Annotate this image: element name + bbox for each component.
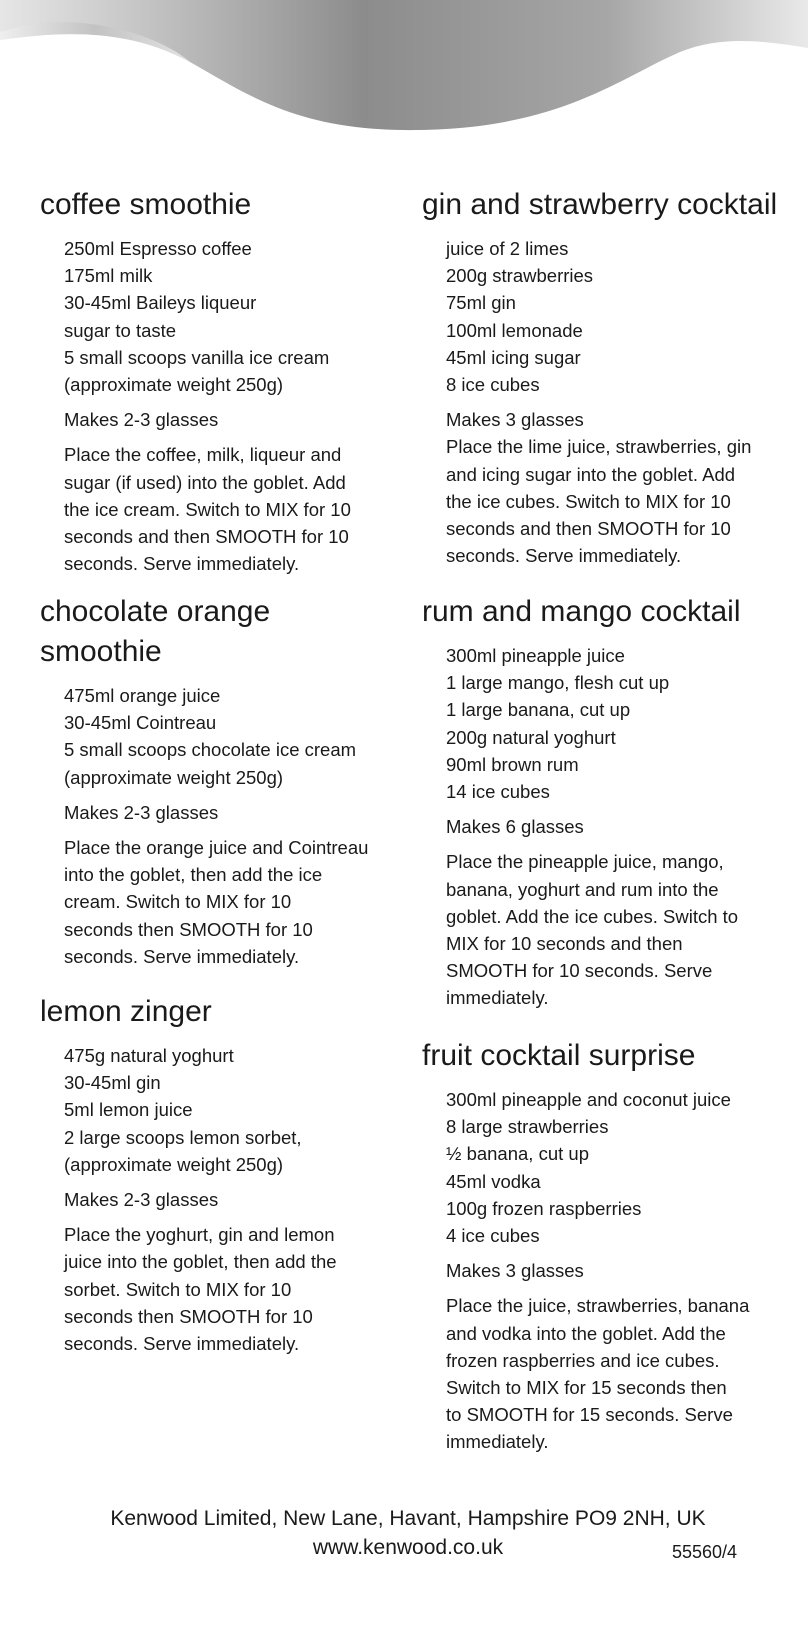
- yield-text: Makes 2-3 glasses: [64, 1189, 219, 1211]
- ingredient-item: 2 large scoops lemon sorbet,: [64, 1126, 302, 1148]
- recipe-title-line: smoothie: [40, 635, 162, 668]
- ingredient-item: 100ml lemonade: [446, 319, 583, 341]
- recipe-title: coffee smoothie: [40, 188, 252, 221]
- ingredient-item: 14 ice cubes: [446, 781, 550, 803]
- method-line: MIX for 10 seconds and then: [446, 933, 683, 955]
- method-line: sugar (if used) into the goblet. Add: [64, 471, 346, 493]
- method-text: [446, 433, 802, 569]
- ingredient-item: 30-45ml gin: [64, 1072, 161, 1094]
- method-line: seconds and then SMOOTH for 10: [446, 518, 731, 540]
- recipe-title: rum and mango cocktail: [422, 595, 741, 628]
- ingredient-item: ½ banana, cut up: [446, 1143, 589, 1165]
- method-line: the ice cream. Switch to MIX for 10: [64, 498, 351, 520]
- method-line: frozen raspberries and ice cubes.: [446, 1349, 720, 1371]
- method-line: Place the orange juice and Cointreau: [64, 837, 369, 859]
- ingredient-list: [446, 1086, 802, 1249]
- ingredient-item: 4 ice cubes: [446, 1225, 540, 1247]
- recipe-chocolate-orange-smoothie: [40, 592, 400, 970]
- method-line: sorbet. Switch to MIX for 10: [64, 1278, 292, 1300]
- recipe-title: lemon zinger: [40, 995, 212, 1028]
- recipe-title: [40, 592, 400, 672]
- ingredient-item: 30-45ml Baileys liqueur: [64, 292, 257, 314]
- yield-text: Makes 3 glasses: [446, 409, 584, 431]
- ingredient-list: [446, 642, 802, 805]
- method-line: goblet. Add the ice cubes. Switch to: [446, 905, 739, 927]
- yield-text: Makes 2-3 glasses: [64, 801, 219, 823]
- method-line: seconds. Serve immediately.: [64, 553, 300, 575]
- method-line: banana, yoghurt and rum into the: [446, 878, 719, 900]
- method-line: Place the juice, strawberries, banana: [446, 1295, 750, 1317]
- recipe-title: gin and strawberry cocktail: [422, 188, 778, 221]
- method-line: immediately.: [446, 1431, 549, 1453]
- method-line: juice into the goblet, then add the: [64, 1251, 337, 1273]
- method-line: seconds. Serve immediately.: [446, 545, 682, 567]
- method-line: immediately.: [446, 987, 549, 1009]
- method-line: into the goblet, then add the ice: [64, 864, 323, 886]
- method-line: SMOOTH for 10 seconds. Serve: [446, 960, 713, 982]
- method-text: [64, 441, 400, 577]
- ingredient-item: 200g strawberries: [446, 265, 594, 287]
- recipe-gin-strawberry-cocktail: [422, 185, 802, 569]
- ingredient-item: 475ml orange juice: [64, 685, 221, 706]
- recipe-title-line: chocolate orange: [40, 595, 271, 628]
- ingredient-item: (approximate weight 250g): [64, 766, 284, 788]
- decorative-wave-banner: [0, 0, 808, 140]
- ingredient-list: [64, 682, 400, 791]
- ingredient-item: 250ml Espresso coffee: [64, 238, 252, 259]
- yield-text: Makes 2-3 glasses: [64, 409, 219, 431]
- method-line: seconds then SMOOTH for 10: [64, 918, 313, 940]
- recipe-lemon-zinger: [40, 992, 400, 1357]
- ingredient-item: 5ml lemon juice: [64, 1099, 193, 1121]
- method-line: seconds. Serve immediately.: [64, 1333, 300, 1355]
- ingredient-list: [446, 235, 802, 398]
- method-line: Place the lime juice, strawberries, gin: [446, 436, 752, 458]
- method-text: [64, 1221, 400, 1357]
- method-line: seconds then SMOOTH for 10: [64, 1305, 313, 1327]
- ingredient-item: 75ml gin: [446, 292, 516, 314]
- footer-address: Kenwood Limited, New Lane, Havant, Hampshire PO9 2NH, UK: [110, 1507, 706, 1530]
- ingredient-list: [64, 235, 400, 398]
- method-line: Place the coffee, milk, liqueur and: [64, 444, 342, 466]
- ingredient-item: 45ml vodka: [446, 1170, 541, 1192]
- ingredient-item: 475g natural yoghurt: [64, 1045, 234, 1066]
- document-code: 55560/4: [672, 1542, 738, 1562]
- ingredient-item: 90ml brown rum: [446, 753, 579, 775]
- method-line: cream. Switch to MIX for 10: [64, 891, 292, 913]
- method-line: seconds and then SMOOTH for 10: [64, 526, 349, 548]
- method-text: [446, 1292, 802, 1455]
- ingredient-item: 1 large banana, cut up: [446, 699, 631, 721]
- yield-text: Makes 3 glasses: [446, 1260, 584, 1282]
- ingredient-item: juice of 2 limes: [446, 238, 569, 259]
- method-line: and icing sugar into the goblet. Add: [446, 463, 736, 485]
- ingredient-item: 8 large strawberries: [446, 1116, 609, 1138]
- ingredient-item: (approximate weight 250g): [64, 1153, 284, 1175]
- method-text: [446, 848, 802, 1011]
- ingredient-item: 5 small scoops vanilla ice cream: [64, 346, 330, 368]
- ingredient-item: 175ml milk: [64, 265, 153, 287]
- recipe-fruit-cocktail-surprise: [422, 1036, 802, 1456]
- method-line: Switch to MIX for 15 seconds then: [446, 1377, 727, 1399]
- footer-website[interactable]: www.kenwood.co.uk: [312, 1536, 504, 1559]
- recipe-title: fruit cocktail surprise: [422, 1039, 696, 1072]
- method-line: to SMOOTH for 15 seconds. Serve: [446, 1404, 733, 1426]
- ingredient-item: 30-45ml Cointreau: [64, 712, 217, 734]
- ingredient-item: 100g frozen raspberries: [446, 1197, 642, 1219]
- yield-text: Makes 6 glasses: [446, 816, 584, 838]
- ingredient-item: 5 small scoops chocolate ice cream: [64, 739, 357, 761]
- ingredient-list: [64, 1042, 400, 1178]
- recipe-coffee-smoothie: [40, 185, 400, 577]
- method-line: the ice cubes. Switch to MIX for 10: [446, 490, 731, 512]
- ingredient-item: 8 ice cubes: [446, 374, 540, 396]
- ingredient-item: 300ml pineapple juice: [446, 645, 625, 666]
- ingredient-item: sugar to taste: [64, 319, 177, 341]
- method-line: Place the pineapple juice, mango,: [446, 851, 724, 873]
- method-line: Place the yoghurt, gin and lemon: [64, 1224, 335, 1246]
- method-line: and vodka into the goblet. Add the: [446, 1322, 726, 1344]
- ingredient-item: 45ml icing sugar: [446, 346, 581, 368]
- ingredient-item: 300ml pineapple and coconut juice: [446, 1089, 731, 1110]
- method-text: [64, 834, 400, 970]
- method-line: seconds. Serve immediately.: [64, 945, 300, 967]
- ingredient-item: 200g natural yoghurt: [446, 726, 616, 748]
- ingredient-item: 1 large mango, flesh cut up: [446, 672, 670, 694]
- recipe-rum-mango-cocktail: [422, 592, 802, 1012]
- ingredient-item: (approximate weight 250g): [64, 374, 284, 396]
